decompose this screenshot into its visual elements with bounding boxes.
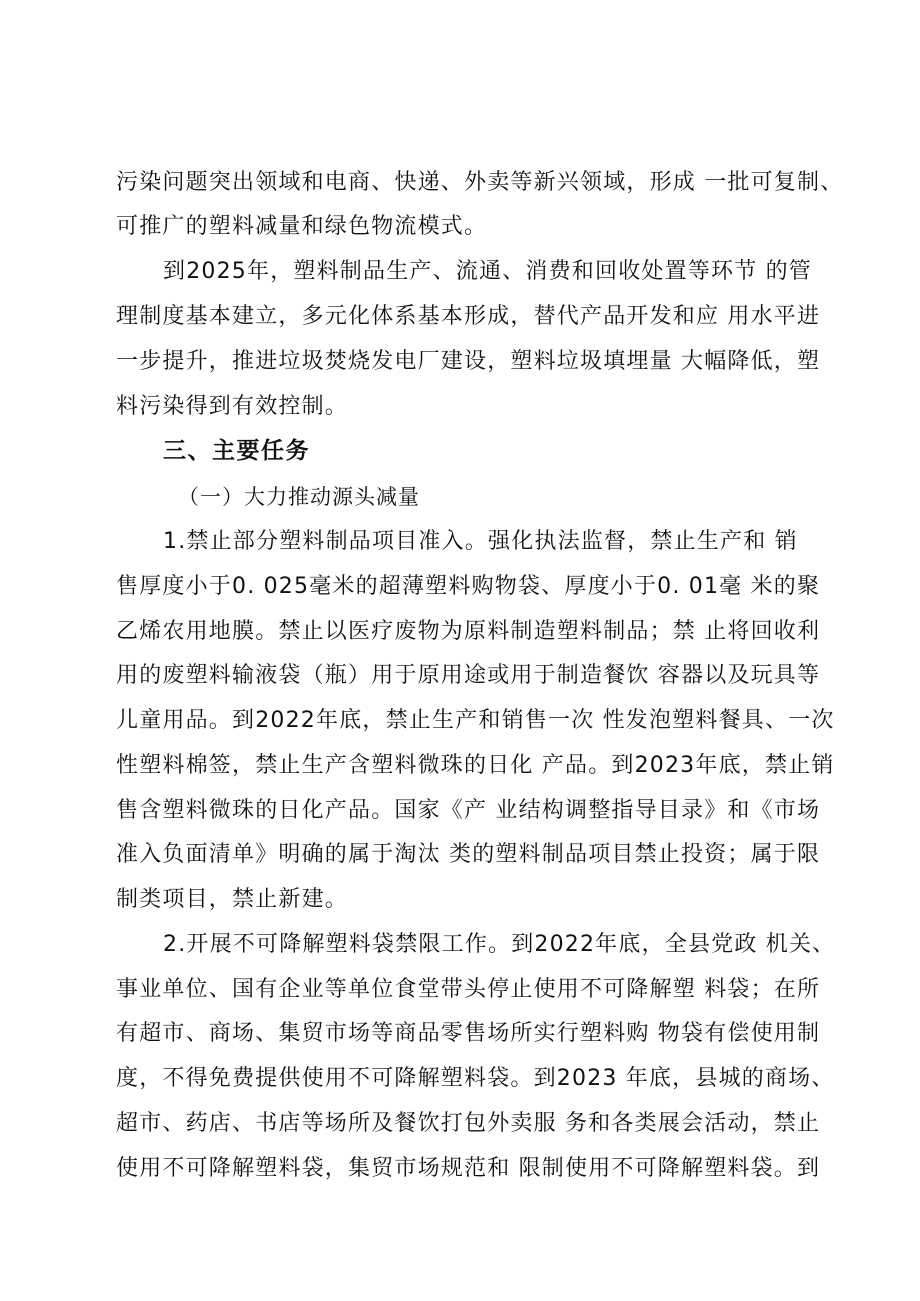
- paragraph-first-line: 2.开展不可降解塑料袋禁限工作。到2022年底，全县党政 机关、: [163, 932, 836, 957]
- body-text-line: 理制度基本建立，多元化体系基本形成，替代产品开发和应 用水平进: [116, 304, 821, 329]
- section-heading: 三、主要任务: [163, 438, 310, 464]
- body-text-line: 一步提升，推进垃圾焚烧发电厂建设，塑料垃圾填埋量 大幅降低，塑: [116, 349, 821, 374]
- body-text-line: 使用不可降解塑料袋，集贸市场规范和 限制使用不可降解塑料袋。到: [116, 1156, 821, 1181]
- body-text-line: 制类项目，禁止新建。: [116, 887, 349, 912]
- body-text-line: 料污染得到有效控制。: [116, 394, 349, 419]
- body-text-line: 度，不得免费提供使用不可降解塑料袋。到2023 年底，县城的商场、: [116, 1066, 835, 1091]
- body-text-line: 污染问题突出领域和电商、快递、外卖等新兴领域，形成 一批可复制、: [116, 170, 844, 195]
- body-text-line: 售含塑料微珠的日化产品。国家《产 业结构调整指导目录》和《市场: [116, 798, 821, 823]
- body-text-line: 事业单位、国有企业等单位食堂带头停止使用不可降解塑 料袋；在所: [116, 977, 821, 1002]
- body-text-line: 可推广的塑料减量和绿色物流模式。: [116, 214, 488, 239]
- body-text-line: 超市、药店、书店等场所及餐饮打包外卖服 务和各类展会活动，禁止: [116, 1111, 821, 1136]
- body-text-line: 乙烯农用地膜。禁止以医疗废物为原料制造塑料制品；禁 止将回收利: [116, 619, 821, 644]
- body-text-line: 售厚度小于0. 025毫米的超薄塑料购物袋、厚度小于0. 01毫 米的聚: [116, 574, 821, 599]
- body-text-line: 性塑料棉签，禁止生产含塑料微珠的日化 产品。到2023年底，禁止销: [116, 753, 835, 778]
- body-text-line: 准入负面清单》明确的属于淘汰 类的塑料制品项目禁止投资；属于限: [116, 842, 821, 867]
- paragraph-first-line: 1.禁止部分塑料制品项目准入。强化执法监督，禁止生产和 销: [163, 529, 798, 554]
- body-text-line: 有超市、商场、集贸市场等商品零售场所实行塑料购 物袋有偿使用制: [116, 1021, 821, 1046]
- body-text-line: 儿童用品。到2022年底，禁止生产和销售一次 性发泡塑料餐具、一次: [116, 708, 835, 733]
- paragraph-first-line: 到2025年，塑料制品生产、流通、消费和回收处置等环节 的管: [163, 259, 812, 284]
- body-text-line: 用的废塑料输液袋（瓶）用于原用途或用于制造餐饮 容器以及玩具等: [116, 663, 821, 688]
- subsection-heading: （一）大力推动源头减量: [178, 485, 420, 509]
